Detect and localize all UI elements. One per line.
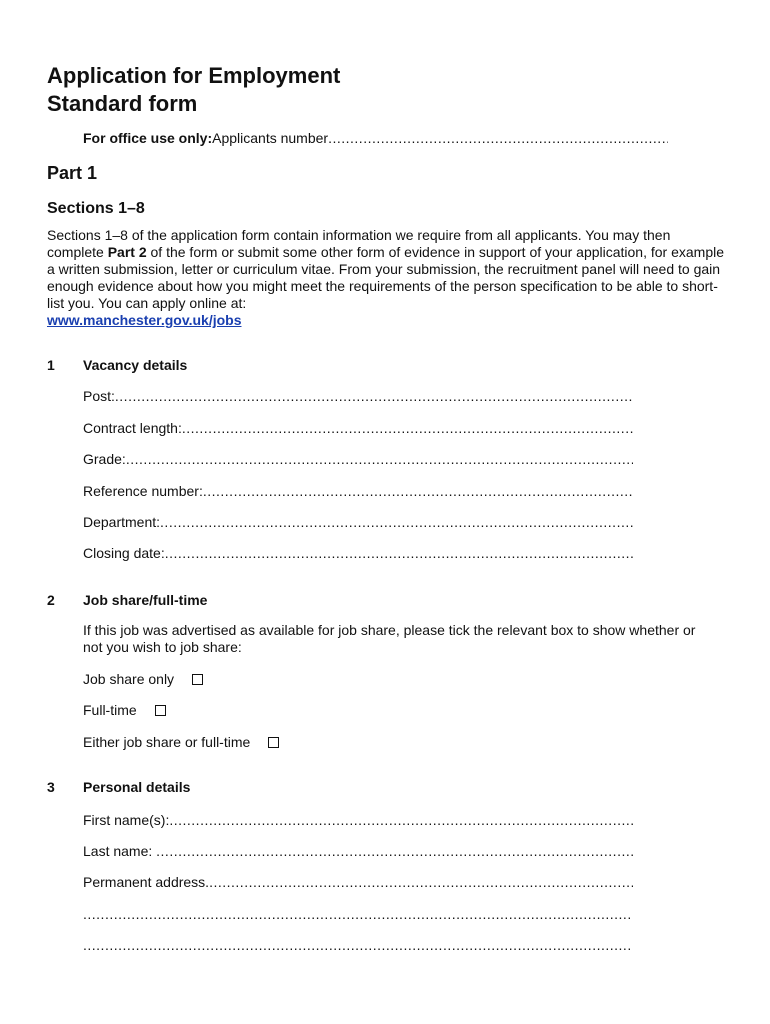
- last-name-field[interactable]: [83, 843, 633, 859]
- either-label: Either job share or full-time: [83, 734, 251, 750]
- closing-date-line[interactable]: [165, 545, 633, 561]
- reference-number-label: Reference number:: [83, 483, 203, 499]
- full-time-option[interactable]: [83, 702, 166, 718]
- section3-heading: Personal details: [83, 779, 191, 795]
- closing-date-label: Closing date:: [83, 545, 165, 561]
- either-option[interactable]: [83, 734, 279, 750]
- contract-length-field[interactable]: [83, 420, 633, 436]
- permanent-address-field[interactable]: [83, 874, 633, 890]
- office-use-field[interactable]: [83, 130, 668, 146]
- sections-heading: Sections 1–8: [47, 200, 145, 217]
- section2-number: 2: [47, 592, 55, 608]
- address-line-2-dots[interactable]: [83, 906, 633, 922]
- address-line-3-dots[interactable]: [83, 937, 633, 953]
- permanent-address-line[interactable]: [209, 874, 633, 890]
- section1-number: 1: [47, 357, 55, 373]
- closing-date-field[interactable]: [83, 545, 633, 561]
- either-checkbox[interactable]: [268, 737, 279, 748]
- applicants-number-line[interactable]: [328, 130, 668, 146]
- permanent-address-label: Permanent address.: [83, 874, 210, 890]
- job-share-only-option[interactable]: [83, 671, 203, 687]
- job-share-instruction: If this job was advertised as available for job share, please tick the relevant box to show whether or not you wish to job share:: [83, 622, 696, 655]
- full-time-label: Full-time: [83, 702, 137, 718]
- form-title-line1: Application for Employment: [47, 63, 341, 88]
- intro-text-b: of the form or submit some other form of evidence in support of your application, for example a written submission, letter or curriculum vitae. From your submission, the recruitment panel will need to gain enough evidence about how you might meet the requirements of the person specification to be able to short-list you. You can apply online at:: [47, 244, 725, 311]
- reference-number-field[interactable]: [83, 483, 633, 499]
- first-name-label: First name(s):: [83, 812, 170, 828]
- department-label: Department:: [83, 514, 161, 530]
- first-name-line[interactable]: [169, 812, 633, 828]
- job-share-only-checkbox[interactable]: [192, 674, 203, 685]
- form-title-line2: Standard form: [47, 91, 198, 116]
- grade-field[interactable]: [83, 451, 633, 467]
- department-field[interactable]: [83, 514, 633, 530]
- last-name-line[interactable]: [156, 843, 633, 859]
- full-time-checkbox[interactable]: [155, 705, 166, 716]
- intro-bold: Part 2: [107, 244, 147, 260]
- office-use-label: For office use only:: [83, 130, 213, 146]
- address-line-3[interactable]: [83, 937, 633, 953]
- jobs-link[interactable]: www.manchester.gov.uk/jobs: [47, 312, 242, 328]
- job-share-only-label: Job share only: [83, 671, 175, 687]
- contract-length-label: Contract length:: [83, 420, 182, 436]
- post-line[interactable]: [115, 388, 633, 404]
- grade-line[interactable]: [126, 451, 633, 467]
- applicants-number-label: Applicants number: [212, 130, 329, 146]
- section3-number: 3: [47, 779, 55, 795]
- address-line-2[interactable]: [83, 906, 633, 922]
- section1-heading: Vacancy details: [83, 357, 188, 373]
- last-name-label: Last name:: [83, 843, 157, 859]
- section2-heading: Job share/full-time: [83, 592, 208, 608]
- intro-text-a: Sections 1–8 of the application form contain information we require from all applicants. You may then complete: [47, 227, 671, 260]
- part-heading: Part 1: [47, 163, 98, 183]
- intro-paragraph: [47, 227, 727, 329]
- department-line[interactable]: [160, 514, 633, 530]
- first-name-field[interactable]: [83, 812, 633, 828]
- reference-number-line[interactable]: [203, 483, 633, 499]
- grade-label: Grade:: [83, 451, 126, 467]
- post-field[interactable]: [83, 388, 633, 404]
- post-label: Post:: [83, 388, 115, 404]
- contract-length-line[interactable]: [182, 420, 633, 436]
